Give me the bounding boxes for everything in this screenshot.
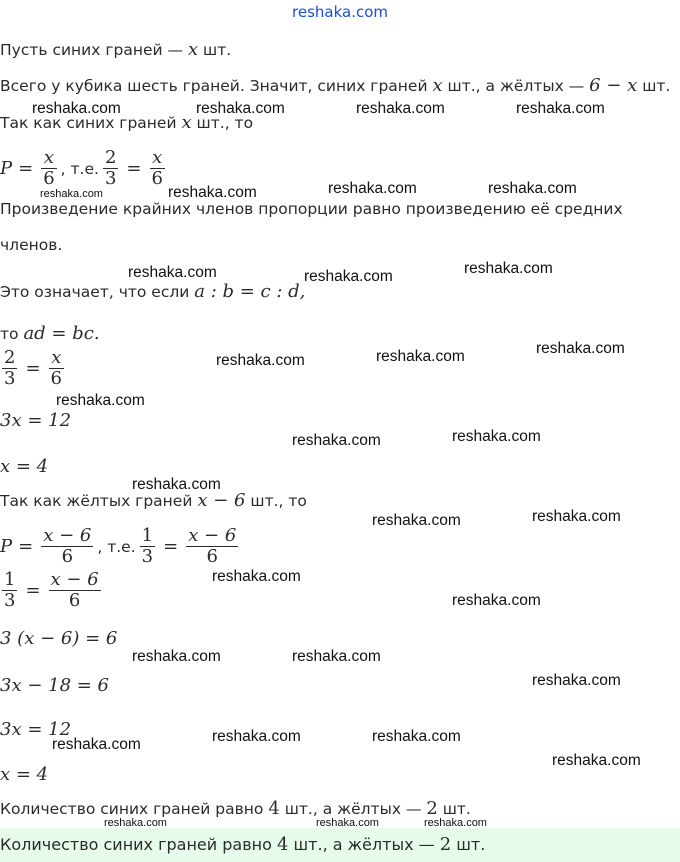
watermark: reshaka.com xyxy=(292,648,381,665)
math-eq: = xyxy=(18,536,34,557)
math-eq: = xyxy=(18,158,34,179)
math-p: P xyxy=(0,158,13,179)
watermark: reshaka.com xyxy=(32,100,121,117)
watermark: reshaka.com xyxy=(516,100,605,117)
math-proportion: a : b = c : d, xyxy=(194,281,306,302)
probability-equation-yellow xyxy=(0,526,240,567)
text-fragment: , т.е. xyxy=(97,537,136,556)
watermark: reshaka.com xyxy=(464,260,553,277)
fraction-den: 6 xyxy=(151,168,163,189)
watermark: reshaka.com xyxy=(532,508,621,525)
fraction-num: x xyxy=(43,147,55,168)
text-line-2 xyxy=(0,76,670,96)
equation-3-x-minus-6: 3 (x − 6) = 6 xyxy=(0,628,118,649)
fraction-den: 3 xyxy=(4,590,16,611)
text-fragment: шт. xyxy=(637,77,671,95)
math-eq: = xyxy=(25,358,41,379)
text-line-1 xyxy=(0,40,231,60)
fraction-1-3 xyxy=(2,570,17,611)
text-fragment: Пусть синих граней — xyxy=(0,41,188,59)
fraction-num: 1 xyxy=(141,525,154,546)
math-eq: = xyxy=(126,158,142,179)
math-four: 4 xyxy=(276,834,289,855)
fraction-num: 2 xyxy=(4,347,16,368)
text-fragment: шт., а жёлтых — xyxy=(279,800,427,818)
text-fragment: шт. xyxy=(198,41,232,59)
proportion-equation-yellow xyxy=(0,570,103,611)
text-fragment: шт. xyxy=(451,835,486,854)
watermark: reshaka.com xyxy=(212,568,301,585)
math-x: x xyxy=(187,39,199,60)
text-fragment: Это означает, что если xyxy=(0,283,195,301)
text-line-8 xyxy=(0,324,100,344)
watermark: reshaka.com xyxy=(128,264,217,281)
fraction-2-3 xyxy=(2,348,17,389)
equation-x-4: x = 4 xyxy=(0,456,49,477)
text-fragment: Так как жёлтых граней xyxy=(0,492,198,510)
watermark: reshaka.com xyxy=(424,817,487,829)
math-two: 2 xyxy=(439,834,452,855)
math-p: P xyxy=(0,536,13,557)
fraction-num: x xyxy=(152,147,163,168)
text-fragment: Так как синих граней xyxy=(0,114,182,132)
fraction-den: 3 xyxy=(104,168,117,189)
watermark: reshaka.com xyxy=(532,672,621,689)
fraction-den: 6 xyxy=(49,590,101,611)
watermark: reshaka.com xyxy=(168,184,257,201)
watermark: reshaka.com xyxy=(356,100,445,117)
watermark: reshaka.com xyxy=(132,648,221,665)
fraction-xm6-6 xyxy=(186,526,238,567)
watermark: reshaka.com xyxy=(452,428,541,445)
text-fragment: шт., а жёлтых — xyxy=(442,77,590,95)
text-line-12 xyxy=(0,491,307,511)
fraction-num: x − 6 xyxy=(50,569,99,590)
fraction-xm6-6 xyxy=(49,570,101,611)
fraction-den: 3 xyxy=(141,546,154,567)
text-fragment: Количество синих граней равно xyxy=(0,800,269,818)
watermark: reshaka.com xyxy=(56,392,145,409)
fraction-den: 6 xyxy=(186,546,238,567)
text-fragment: шт., то xyxy=(245,492,307,510)
watermark: reshaka.com xyxy=(316,817,379,829)
math-x: x xyxy=(432,75,443,96)
watermark: reshaka.com xyxy=(376,348,465,365)
answer-box xyxy=(0,828,680,862)
text-fragment: шт. xyxy=(437,800,471,818)
text-fragment: шт., то xyxy=(191,114,254,132)
fraction-x-6 xyxy=(41,148,56,189)
fraction-num: x − 6 xyxy=(43,525,92,546)
fraction-den: 3 xyxy=(4,368,16,389)
watermark: reshaka.com xyxy=(212,728,301,745)
math-six-minus-x: 6 − x xyxy=(589,75,638,96)
equation-3x-12-second: 3x = 12 xyxy=(0,719,72,740)
fraction-xm6-6 xyxy=(41,526,93,567)
watermark: reshaka.com xyxy=(552,752,641,769)
site-header-link[interactable]: reshaka.com xyxy=(292,3,388,21)
fraction-num: x xyxy=(51,347,62,368)
fraction-1-3 xyxy=(140,526,155,567)
probability-equation-blue xyxy=(0,148,167,189)
watermark: reshaka.com xyxy=(372,728,461,745)
fraction-den: 6 xyxy=(43,168,55,189)
equation-3x-minus-18: 3x − 18 = 6 xyxy=(0,675,110,696)
watermark: reshaka.com xyxy=(52,736,141,753)
math-eq: = xyxy=(163,536,179,557)
conclusion-line xyxy=(0,799,471,819)
fraction-2-3 xyxy=(103,148,118,189)
watermark: reshaka.com xyxy=(536,340,625,357)
math-eq: = xyxy=(25,580,41,601)
text-fragment: Всего у кубика шесть граней. Значит, синих граней xyxy=(0,77,433,95)
text-fragment: шт., а жёлтых — xyxy=(288,835,440,854)
watermark: reshaka.com xyxy=(216,352,305,369)
fraction-den: 6 xyxy=(41,546,93,567)
text-line-7 xyxy=(0,282,305,302)
watermark: reshaka.com xyxy=(196,100,285,117)
text-fragment: то xyxy=(0,325,24,343)
math-four: 4 xyxy=(268,798,280,819)
text-line-6: членов. xyxy=(0,236,63,254)
math-two: 2 xyxy=(426,798,438,819)
watermark: reshaka.com xyxy=(488,180,577,197)
watermark: reshaka.com xyxy=(40,188,103,200)
text-line-5: Произведение крайних членов пропорции равно произведению её средних xyxy=(0,200,623,218)
equation-3x-12: 3x = 12 xyxy=(0,410,72,431)
text-fragment: , т.е. xyxy=(60,159,99,178)
text-fragment: Количество синих граней равно xyxy=(0,835,277,854)
watermark: reshaka.com xyxy=(372,512,461,529)
math-x-minus-6: x − 6 xyxy=(197,490,246,511)
math-x: x xyxy=(181,112,192,133)
fraction-x-6 xyxy=(150,148,165,189)
fraction-num: x − 6 xyxy=(188,525,237,546)
fraction-den: 6 xyxy=(50,368,62,389)
fraction-x-6 xyxy=(49,348,64,389)
watermark: reshaka.com xyxy=(132,476,221,493)
fraction-num: 1 xyxy=(4,569,16,590)
math-ad-bc: ad = bc. xyxy=(23,323,100,344)
equation-x-4-second: x = 4 xyxy=(0,764,49,785)
watermark: reshaka.com xyxy=(104,817,167,829)
proportion-equation xyxy=(0,348,66,389)
watermark: reshaka.com xyxy=(452,592,541,609)
watermark: reshaka.com xyxy=(292,432,381,449)
watermark: reshaka.com xyxy=(304,268,393,285)
fraction-num: 2 xyxy=(104,147,117,168)
watermark: reshaka.com xyxy=(328,180,417,197)
